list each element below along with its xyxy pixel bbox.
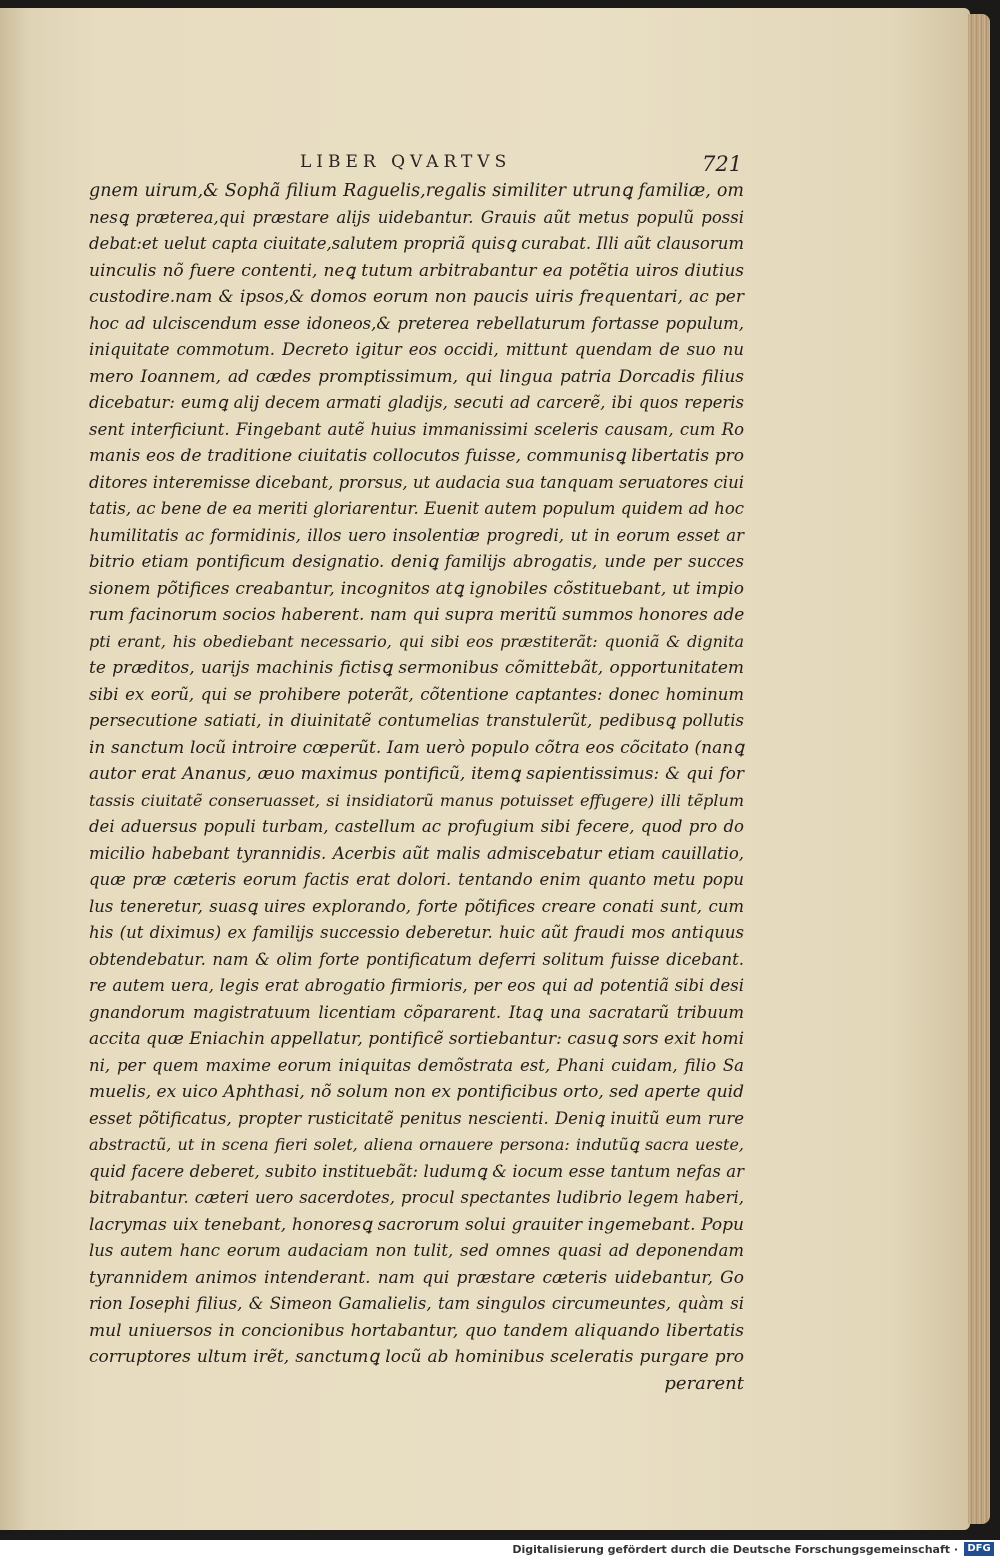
- page-stack-edge: [968, 14, 990, 1524]
- text-line: accita quæ Eniachin appellatur, pontificẽ sortiebantur: casuꝗ sors exit homi: [89, 1029, 745, 1049]
- text-line: obtendebatur. nam & olim forte pontificatum deferri solitum fuisse dicebant.: [89, 949, 744, 969]
- text-line: uinculis nõ fuere contenti, neꝗ tutum arbitrabantur ea potẽtia uiros diutius: [89, 260, 744, 281]
- text-line: autor erat Ananus, æuo maximus pontificũ, itemꝗ sapientissimus: & qui for: [89, 764, 744, 784]
- text-line: gnandorum magistratuum licentiam cõpararent. Itaꝗ una sacratarũ tribuum: [89, 1002, 744, 1022]
- text-line: gnem uirum,& Sophã filium Raguelis,regalis similiter utrunꝗ familiæ, om: [89, 181, 744, 201]
- dfg-logo: DFG: [964, 1542, 994, 1556]
- text-line: sibi ex eorũ, qui se prohibere poterãt, cõtentione captantes: donec hominum: [89, 684, 744, 704]
- text-line: te præditos, uarijs machinis fictisꝗ sermonibus cõmittebãt, opportunitatem: [89, 658, 744, 678]
- text-line: in sanctum locũ introire cœperũt. Iam uerò populo cõtra eos cõcitato (nanꝗ: [89, 737, 744, 758]
- text-line: persecutione satiati, in diuinitatẽ contumelias transtulerũt, pedibusꝗ pollutis: [89, 711, 744, 730]
- text-line: lus autem hanc eorum audaciam non tulit, sed omnes quasi ad deponendam: [89, 1241, 744, 1260]
- text-line: mero Ioannem, ad cædes promptissimum, qui lingua patria Dorcadis filius: [89, 366, 744, 387]
- text-line: bitrio etiam pontificum designatio. deniꝗ familijs abrogatis, unde per succes: [89, 552, 744, 571]
- footer-bar: [0, 1540, 1000, 1559]
- page-number: 721: [702, 152, 743, 176]
- text-line: muelis, ex uico Aphthasi, nõ solum non ex pontificibus orto, sed aperte quid: [89, 1082, 744, 1102]
- text-line: dicebatur: eumꝗ alij decem armati gladijs, secuti ad carcerẽ, ibi quos reperis: [89, 393, 744, 412]
- text-line: nesꝗ præterea,qui præstare alijs uidebantur. Grauis aũt metus populũ possi: [89, 207, 744, 227]
- text-line: manis eos de traditione ciuitatis collocutos fuisse, communisꝗ libertatis pro: [89, 446, 744, 466]
- book-page: [0, 8, 970, 1530]
- text-line: micilio habebant tyrannidis. Acerbis aũt malis admiscebatur etiam cauillatio,: [89, 843, 744, 863]
- running-head: [300, 152, 760, 176]
- text-line: lacrymas uix tenebant, honoresꝗ sacrorum solui grauiter ingemebant. Popu: [89, 1214, 744, 1235]
- footer-credit: Digitalisierung gefördert durch die Deutsche Forschungsgemeinschaft ·: [512, 1543, 958, 1556]
- text-line: esset põtificatus, propter rusticitatẽ penitus nescienti. Deniꝗ inuitũ eum rure: [89, 1108, 744, 1128]
- text-line: tatis, ac bene de ea meriti gloriarentur. Euenit autem populum quidem ad hoc: [89, 499, 744, 518]
- text-line: sionem põtifices creabantur, incognitos atꝗ ignobiles cõstituebant, ut impio: [89, 578, 744, 599]
- text-line: mul uniuersos in concionibus hortabantur, quo tandem aliquando libertatis: [89, 1320, 744, 1341]
- text-line: tyrannidem animos intenderant. nam qui præstare cæteris uidebantur, Go: [89, 1267, 744, 1288]
- text-line: iniquitate commotum. Decreto igitur eos occidi, mittunt quendam de suo nu: [89, 340, 744, 359]
- text-line: quid facere deberet, subito instituebãt: ludumꝗ & iocum esse tantum nefas ar: [89, 1161, 744, 1181]
- text-line: humilitatis ac formidinis, illos uero insolentiæ progredi, ut in eorum esset ar: [89, 525, 744, 545]
- text-line: ni, per quem maxime eorum iniquitas demõstrata est, Phani cuidam, filio Sa: [89, 1055, 744, 1075]
- text-line: quæ præ cæteris eorum factis erat dolori. tentando enim quanto metu popu: [89, 870, 744, 889]
- text-line: tassis ciuitatẽ conseruasset, si insidiatorũ manus potuisset effugere) illi tẽplum: [89, 790, 744, 810]
- text-line: abstractũ, ut in scena fieri solet, aliena ornauere persona: indutũꝗ sacra ueste,: [89, 1135, 744, 1154]
- text-line: rion Iosephi filius, & Simeon Gamalielis, tam singulos circumeuntes, quàm si: [89, 1294, 744, 1313]
- text-line: corruptores ultum irẽt, sanctumꝗ locũ ab hominibus sceleratis purgare pro: [89, 1347, 744, 1367]
- running-head-title: LIBER QVARTVS: [300, 152, 512, 172]
- text-line: ditores interemisse dicebant, prorsus, ut audacia sua tanquam seruatores ciui: [89, 472, 744, 492]
- text-line: pti erant, his obediebant necessario, qui sibi eos præstiterãt: quoniã & dignita: [89, 631, 744, 651]
- body-text: [89, 178, 744, 1397]
- text-line: debat:et uelut capta ciuitate,salutem propriã quisꝗ curabat. Illi aũt clausorum: [89, 234, 744, 253]
- text-line: his (ut diximus) ex familijs successio deberetur. huic aũt fraudi mos antiquus: [89, 923, 744, 942]
- text-line: rum facinorum socios haberent. nam qui supra meritũ summos honores ade: [89, 605, 745, 625]
- text-line: lus teneretur, suasꝗ uires explorando, forte põtifices creare conati sunt, cum: [89, 896, 744, 916]
- text-line: custodire.nam & ipsos,& domos eorum non paucis uiris frequentari, ac per: [89, 287, 744, 307]
- text-line: dei aduersus populi turbam, castellum ac profugium sibi fecere, quod pro do: [89, 817, 744, 836]
- text-line: sent interficiunt. Fingebant autẽ huius immanissimi sceleris causam, cum Ro: [89, 419, 744, 439]
- text-line: perarent: [664, 1372, 744, 1394]
- text-line: re autem uera, legis erat abrogatio firmioris, per eos qui ad potentiã sibi desi: [89, 976, 744, 995]
- text-line: bitrabantur. cæteri uero sacerdotes, procul spectantes ludibrio legem haberi,: [89, 1188, 744, 1207]
- text-line: hoc ad ulciscendum esse idoneos,& preterea rebellaturum fortasse populum,: [89, 313, 744, 333]
